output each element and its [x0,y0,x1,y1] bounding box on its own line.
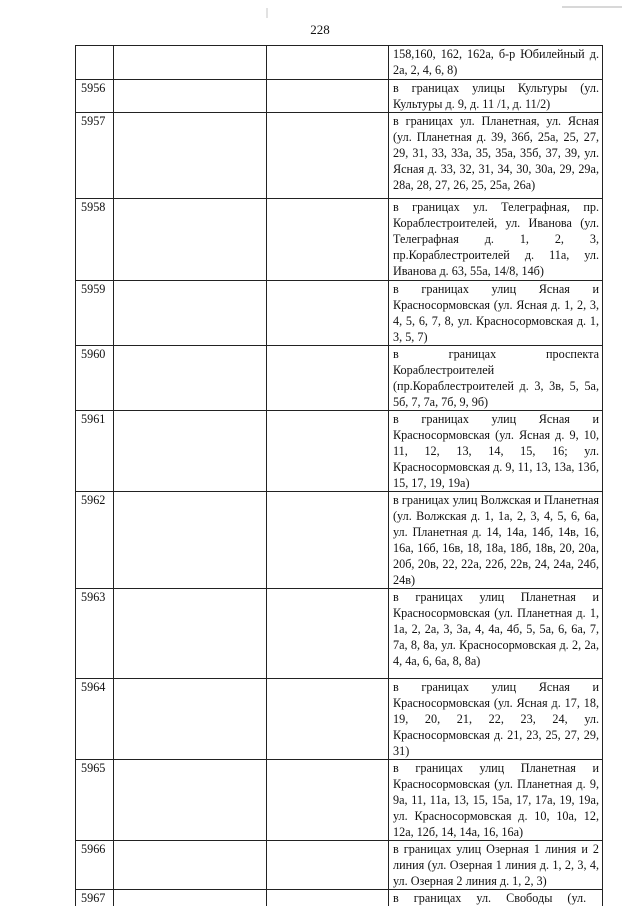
table-row [76,346,603,411]
empty-cell [114,589,267,679]
table-row [76,679,603,760]
row-number-cell: 5965 [76,760,114,841]
empty-cell [114,113,267,199]
boundary-description-cell: в границах улиц Планетная и Красносормовская (ул. Планетная д. 9, 9а, 11, 11а, 13, 15, 15а, 17, 17а, 19, 19а, ул. Красносормовская д. 10, 10а, 12, 12а, 12б, 14, 14а, 16, 16а) [389,760,603,841]
empty-cell [114,841,267,890]
table-row [76,113,603,199]
boundary-description-cell: в границах улиц Ясная и Красносормовская (ул. Ясная д. 9, 10, 11, 12, 13, 14, 15, 16; ул. Красносормовская д. 9, 11, 13, 13а, 13б, 15, 17, 19, 19а) [389,411,603,492]
empty-cell [267,890,389,906]
table-row [76,281,603,346]
empty-cell [114,411,267,492]
row-number-cell: 5958 [76,199,114,281]
row-number-cell: 5963 [76,589,114,679]
row-number-cell: 5959 [76,281,114,346]
empty-cell [114,679,267,760]
row-number-cell: 5956 [76,80,114,113]
registry-table [75,45,603,906]
empty-cell [114,281,267,346]
scan-artifact [266,8,268,18]
table-row [76,46,603,80]
empty-cell [114,760,267,841]
empty-cell [114,890,267,906]
boundary-description-cell: в границах улиц Ясная и Красносормовская (ул. Ясная д. 1, 2, 3, 4, 5, 6, 7, 8, ул. Красносормовская д. 1, 3, 5, 7) [389,281,603,346]
empty-cell [267,679,389,760]
empty-cell [267,411,389,492]
row-number-cell: 5962 [76,492,114,589]
empty-cell [114,80,267,113]
empty-cell [267,113,389,199]
boundary-description-cell: в границах улицы Культуры (ул. Культуры д. 9, д. 11 /1, д. 11/2) [389,80,603,113]
empty-cell [267,199,389,281]
empty-cell [267,46,389,80]
empty-cell [267,80,389,113]
row-number-cell: 5957 [76,113,114,199]
empty-cell [114,346,267,411]
table-row [76,890,603,906]
empty-cell [114,199,267,281]
boundary-description-cell: в границах улиц Планетная и Красносормовская (ул. Планетная д. 1, 1а, 2, 2а, 3, 3а, 4, 4а, 4б, 5, 5а, 6, 6а, 7, 7а, 8, 8а, ул. Красносормовская д. 2, 2а, 4, 4а, 6, 6а, 8, 8а) [389,589,603,679]
boundary-description-cell: в границах проспекта Кораблестроителей (пр.Кораблестроителей д. 3, 3в, 5, 5а, 5б, 7, 7а, 7б, 9, 9б) [389,346,603,411]
boundary-description-cell: в границах ул. Планетная, ул. Ясная (ул. Планетная д. 39, 36б, 25а, 25, 27, 29, 31, 33, 33а, 35, 35а, 35б, 37, 39, ул. Ясная д. 33, 32, 31, 34, 30, 30а, 29, 29а, 28а, 28, 27, 26, 25, 25а, 26а) [389,113,603,199]
row-number-cell: 5966 [76,841,114,890]
row-number-cell: 5960 [76,346,114,411]
row-number-cell: 5961 [76,411,114,492]
row-number-cell: 5964 [76,679,114,760]
boundary-description-cell: в границах улиц Волжская и Планетная (ул. Волжская д. 1, 1а, 2, 3, 4, 5, 6, 6а, ул. Планетная д. 14, 14а, 14б, 14в, 16, 16а, 16б, 16в, 18, 18а, 18б, 18в, 20, 20а, 20б, 20в, 22, 22а, 22б, 22в, 24, 24а, 24б, 24в) [389,492,603,589]
table-row [76,760,603,841]
boundary-description-cell: в границах ул. Телеграфная, пр. Кораблестроителей, ул. Иванова (ул. Телеграфная д. 1, 2, 3, пр.Кораблестроителей д. 11а, ул. Иванова д. 63, 55а, 14/8, 14б) [389,199,603,281]
empty-cell [267,760,389,841]
empty-cell [267,346,389,411]
empty-cell [114,492,267,589]
empty-cell [267,281,389,346]
empty-cell [114,46,267,80]
empty-cell [267,492,389,589]
empty-cell [267,841,389,890]
page-number: 228 [0,22,640,38]
boundary-description-cell: в границах ул. Свободы (ул. [389,890,603,906]
empty-cell [267,589,389,679]
table-row [76,841,603,890]
row-number-cell [76,46,114,80]
boundary-description-cell: в границах улиц Озерная 1 линия и 2 линия (ул. Озерная 1 линия д. 1, 2, 3, 4, ул. Озерная 2 линия д. 1, 2, 3) [389,841,603,890]
table-row [76,589,603,679]
boundary-description-cell: 158,160, 162, 162а, б-р Юбилейный д. 2а, 2, 4, 6, 8) [389,46,603,80]
row-number-cell: 5967 [76,890,114,906]
table-row [76,411,603,492]
scan-artifact [562,6,622,8]
table-row [76,199,603,281]
table-row [76,492,603,589]
boundary-description-cell: в границах улиц Ясная и Красносормовская (ул. Ясная д. 17, 18, 19, 20, 21, 22, 23, 24, ул. Красносормовская д. 21, 23, 25, 27, 29, 31) [389,679,603,760]
table-row [76,80,603,113]
